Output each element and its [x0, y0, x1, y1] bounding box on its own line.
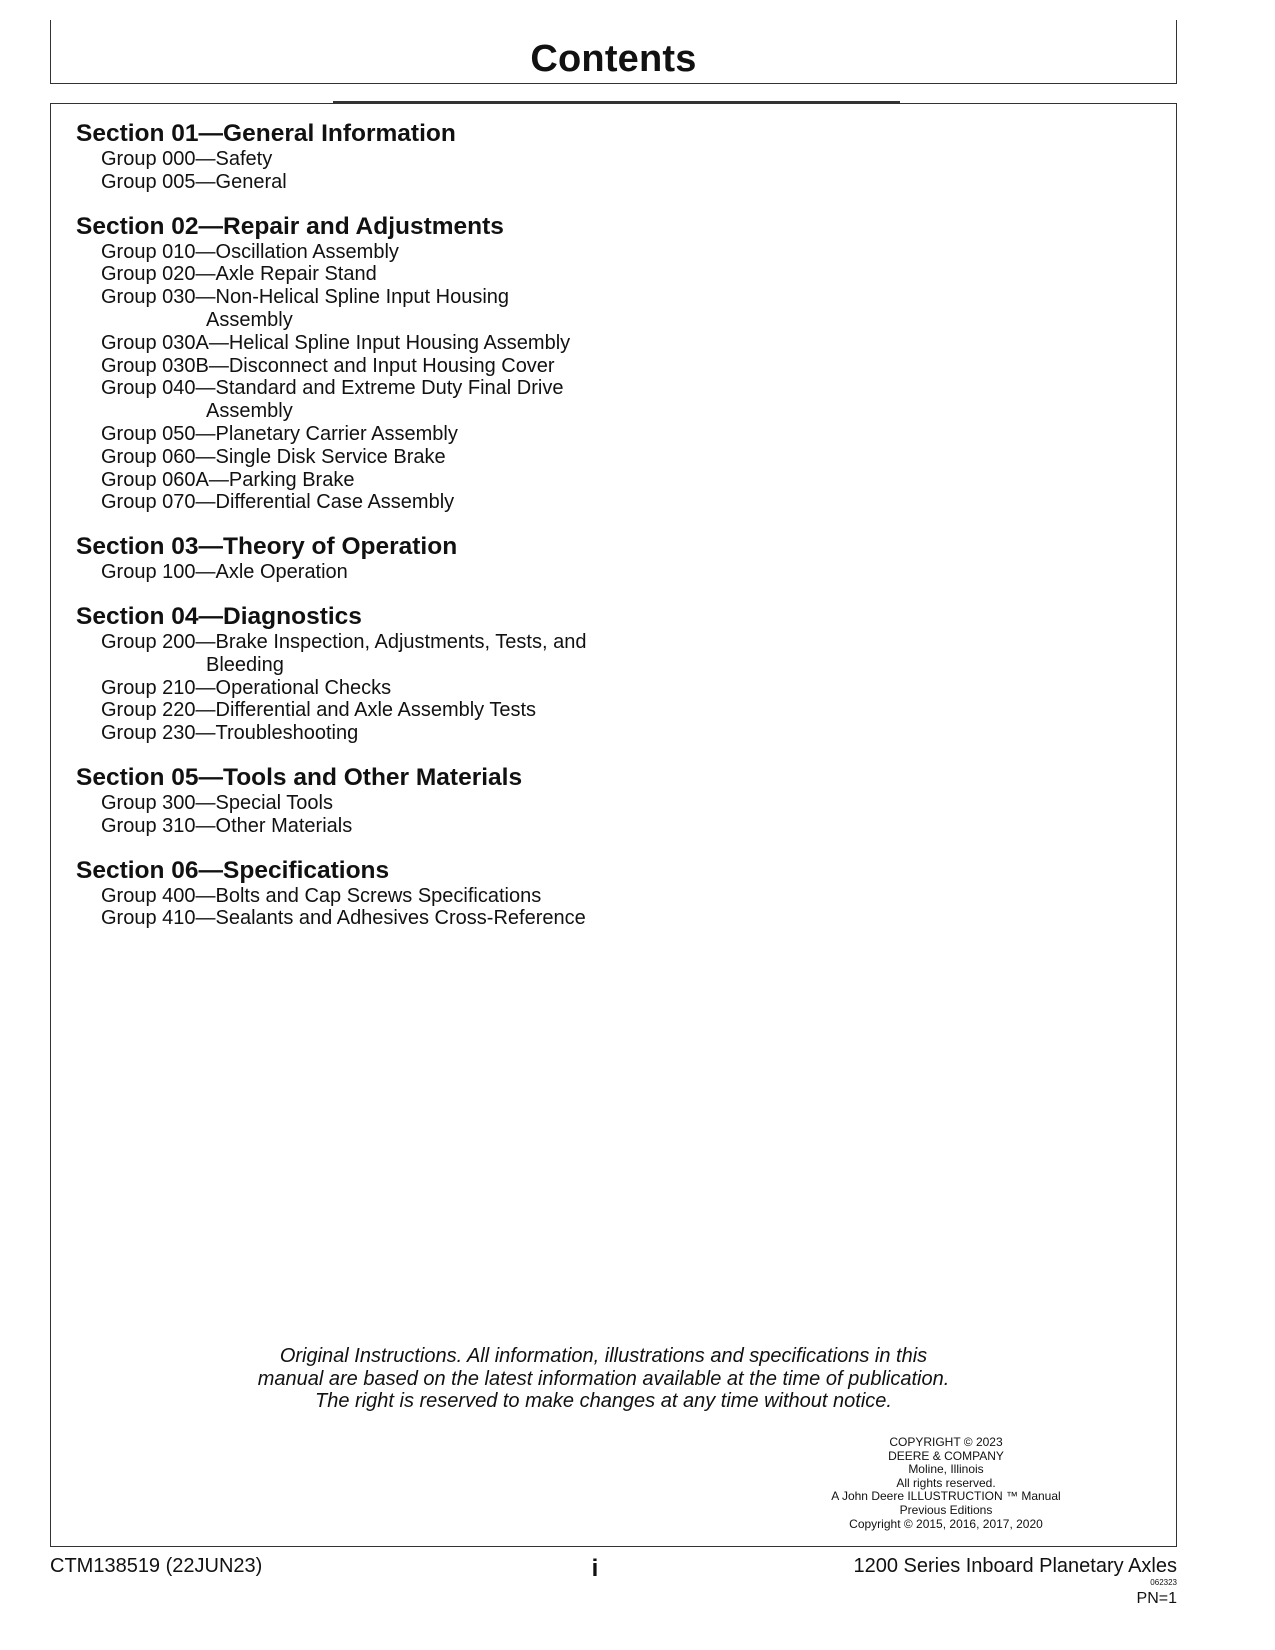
- toc-section: [76, 533, 716, 584]
- toc-section: [76, 213, 716, 515]
- manual-title: 1200 Series Inboard Planetary Axles: [853, 1555, 1177, 1577]
- group-title: Group 030B—Disconnect and Input Housing Cover: [101, 354, 555, 377]
- group-title-continuation: Assembly: [206, 308, 293, 331]
- copyright-line: A John Deere ILLUSTRUCTION ™ Manual: [831, 1489, 1061, 1504]
- group-title: Group 300—Special Tools: [101, 791, 333, 814]
- group-title: Group 310—Other Materials: [101, 814, 353, 837]
- toc-group-entry[interactable]: [76, 815, 716, 838]
- toc-group-entry[interactable]: [76, 148, 716, 171]
- toc-group-entry[interactable]: [76, 332, 716, 355]
- toc-group-entry[interactable]: [76, 355, 716, 378]
- group-title-continuation: Assembly: [206, 400, 293, 423]
- group-title: Group 100—Axle Operation: [101, 561, 348, 584]
- toc-group-entry[interactable]: [76, 171, 716, 194]
- group-title: Group 210—Operational Checks: [101, 676, 392, 699]
- toc-group-entry[interactable]: [76, 446, 716, 469]
- toc-section: [76, 603, 716, 745]
- group-title: Group 220—Differential and Axle Assembly Tests: [101, 699, 537, 722]
- copyright-line: All rights reserved.: [896, 1475, 996, 1490]
- toc-group-entry[interactable]: [76, 722, 716, 745]
- toc-group-entry[interactable]: [76, 241, 716, 264]
- toc-group-entry[interactable]: [76, 885, 716, 908]
- toc-group-entry[interactable]: [76, 631, 716, 677]
- original-instructions-notice: [51, 1345, 1156, 1413]
- toc-group-entry[interactable]: [76, 907, 716, 930]
- section-title[interactable]: Section 02—Repair and Adjustments: [76, 212, 504, 240]
- group-title: Group 060A—Parking Brake: [101, 468, 355, 491]
- copyright-line: Copyright © 2015, 2016, 2017, 2020: [849, 1516, 1043, 1531]
- group-title: Group 005—General: [101, 170, 287, 193]
- toc-group-entry[interactable]: [76, 286, 716, 332]
- toc-group-entry[interactable]: [76, 792, 716, 815]
- toc-group-entry[interactable]: [76, 561, 716, 584]
- group-title: Group 030A—Helical Spline Input Housing Assembly: [101, 331, 571, 354]
- notice-line: Original Instructions. All information, illustrations and specifications in this: [279, 1345, 928, 1367]
- content-frame: [50, 103, 1177, 1547]
- group-title: Group 230—Troubleshooting: [101, 722, 359, 745]
- table-of-contents: [76, 120, 716, 949]
- toc-group-entry[interactable]: [76, 377, 716, 423]
- toc-group-entry[interactable]: [76, 699, 716, 722]
- notice-line: manual are based on the latest information available at the time of publication.: [257, 1367, 950, 1390]
- group-title-continuation: Bleeding: [206, 653, 284, 676]
- toc-group-entry[interactable]: [76, 677, 716, 700]
- section-title[interactable]: Section 01—General Information: [76, 120, 456, 147]
- group-title: Group 400—Bolts and Cap Screws Specifications: [101, 884, 542, 907]
- group-title: Group 030—Non-Helical Spline Input Housing: [101, 286, 510, 309]
- copyright-line: Moline, Illinois: [908, 1462, 984, 1477]
- group-title: Group 010—Oscillation Assembly: [101, 240, 399, 263]
- toc-section: [76, 857, 716, 931]
- copyright-line: Previous Editions: [899, 1502, 993, 1517]
- group-title: Group 000—Safety: [101, 148, 273, 170]
- section-title[interactable]: Section 04—Diagnostics: [76, 602, 362, 630]
- toc-group-entry[interactable]: [76, 491, 716, 514]
- copyright-line: DEERE & COMPANY: [888, 1448, 1004, 1463]
- page-header: [50, 20, 1177, 84]
- copyright-block: [766, 1436, 1126, 1531]
- pn-number: PN=1: [1136, 1590, 1177, 1607]
- page-title: Contents: [530, 38, 697, 80]
- group-title: Group 020—Axle Repair Stand: [101, 263, 377, 286]
- toc-group-entry[interactable]: [76, 263, 716, 286]
- toc-section: [76, 120, 716, 194]
- group-title: Group 040—Standard and Extreme Duty Final Drive: [101, 377, 564, 400]
- notice-line: The right is reserved to make changes at any time without notice.: [315, 1390, 892, 1413]
- section-title[interactable]: Section 06—Specifications: [76, 856, 390, 884]
- group-title: Group 410—Sealants and Adhesives Cross-Reference: [101, 907, 586, 930]
- date-code: 062323: [1150, 1578, 1177, 1587]
- group-title: Group 060—Single Disk Service Brake: [101, 445, 446, 468]
- group-title: Group 050—Planetary Carrier Assembly: [101, 422, 458, 445]
- page-number: i: [591, 1555, 599, 1582]
- toc-group-entry[interactable]: [76, 469, 716, 492]
- section-title[interactable]: Section 05—Tools and Other Materials: [76, 763, 523, 791]
- copyright-line: COPYRIGHT © 2023: [889, 1435, 1003, 1449]
- document-id: CTM138519 (22JUN23): [50, 1555, 263, 1577]
- group-title: Group 070—Differential Case Assembly: [101, 491, 455, 514]
- toc-section: [76, 764, 716, 838]
- section-title[interactable]: Section 03—Theory of Operation: [76, 533, 458, 561]
- toc-group-entry[interactable]: [76, 423, 716, 446]
- group-title: Group 200—Brake Inspection, Adjustments, Tests, and: [101, 630, 587, 653]
